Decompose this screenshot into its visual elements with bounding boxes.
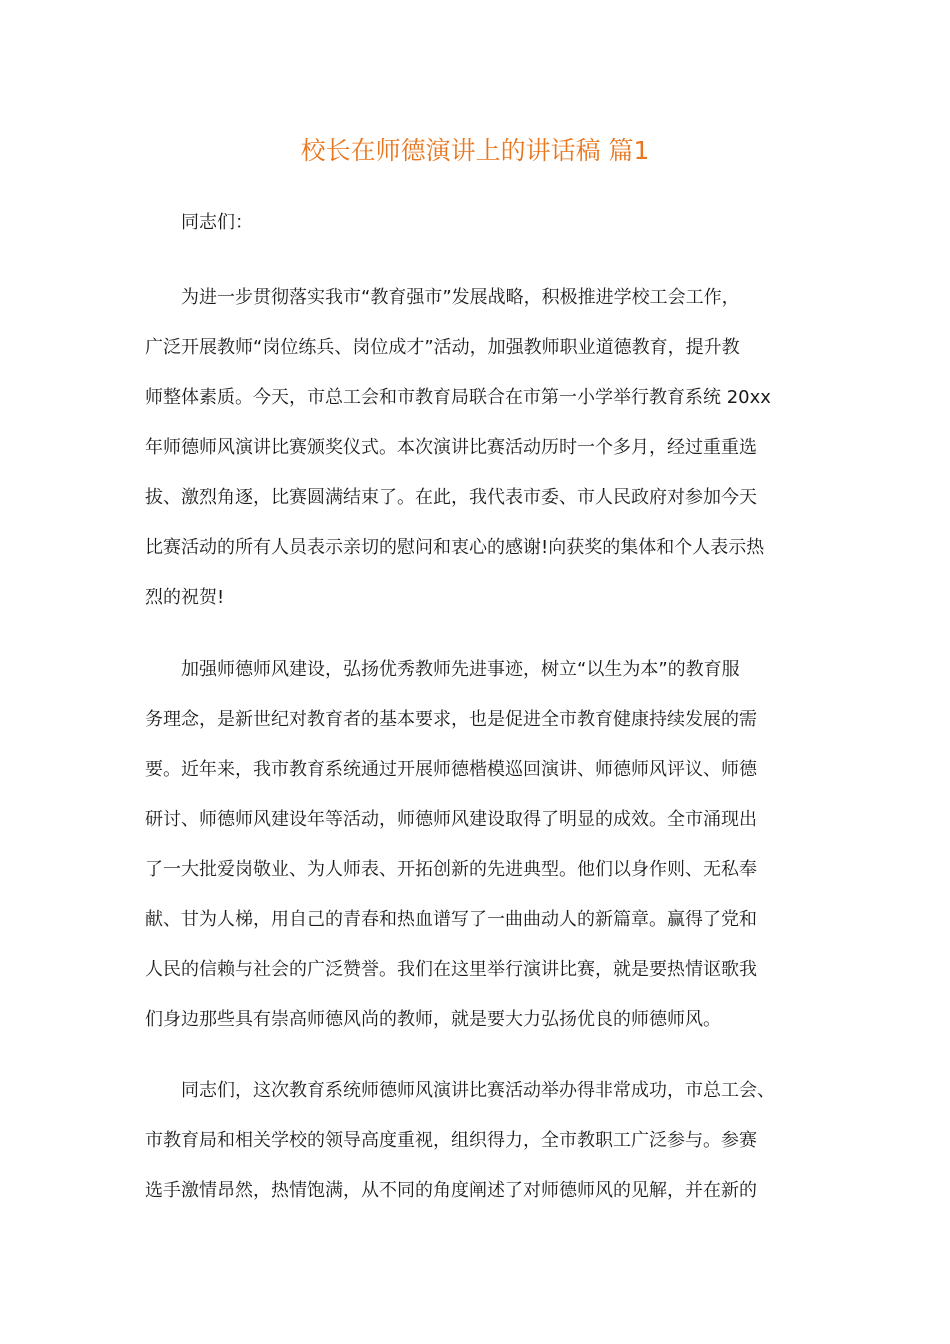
paragraph-line: 了一大批爱岗敬业、为人师表、开拓创新的先进典型。他们以身作则、无私奉 [145,859,757,880]
paragraph-line: 同志们： [181,212,253,233]
paragraph-line: 为进一步贯彻落实我市“教育强市”发展战略，积极推进学校工会工作， [181,287,740,308]
paragraph-line: 年师德师风演讲比赛颁奖仪式。本次演讲比赛活动历时一个多月，经过重重选 [145,437,757,458]
paragraph-line: 比赛活动的所有人员表示亲切的慰问和衷心的感谢!向获奖的集体和个人表示热 [145,537,765,558]
paragraph-line: 务理念，是新世纪对教育者的基本要求，也是促进全市教育健康持续发展的需 [145,709,757,730]
paragraph-line: 师整体素质。今天，市总工会和市教育局联合在市第一小学举行教育系统 20xx [145,387,771,408]
paragraph-line: 选手激情昂然，热情饱满，从不同的角度阐述了对师德师风的见解，并在新的 [145,1180,757,1201]
paragraph-line: 烈的祝贺! [145,587,225,608]
paragraph-line: 市教育局和相关学校的领导高度重视，组织得力，全市教职工广泛参与。参赛 [145,1130,757,1151]
paragraph-line: 人民的信赖与社会的广泛赞誉。我们在这里举行演讲比赛，就是要热情讴歌我 [145,959,757,980]
paragraph-2 [145,645,825,1045]
paragraph-line: 研讨、师德师风建设年等活动，师德师风建设取得了明显的成效。全市涌现出 [145,809,757,830]
paragraph-line: 们身边那些具有崇高师德风尚的教师，就是要大力弘扬优良的师德师风。 [145,1009,721,1030]
paragraph-line: 同志们，这次教育系统师德师风演讲比赛活动举办得非常成功，市总工会、 [181,1080,775,1101]
paragraph-1 [145,273,825,623]
document-title: 校长在师德演讲上的讲话稿 篇1 [300,136,650,165]
paragraph-3 [145,1066,825,1216]
paragraph-line: 要。近年来，我市教育系统通过开展师德楷模巡回演讲、师德师风评议、师德 [145,759,757,780]
paragraph-line: 加强师德师风建设，弘扬优秀教师先进事迹，树立“以生为本”的教育服 [181,659,740,680]
paragraph-line: 广泛开展教师“岗位练兵、岗位成才”活动，加强教师职业道德教育，提升教 [145,337,740,358]
paragraph-salutation [145,198,825,248]
paragraph-line: 拔、激烈角逐，比赛圆满结束了。在此，我代表市委、市人民政府对参加今天 [145,487,757,508]
paragraph-line: 献、甘为人梯，用自己的青春和热血谱写了一曲曲动人的新篇章。赢得了党和 [145,909,757,930]
